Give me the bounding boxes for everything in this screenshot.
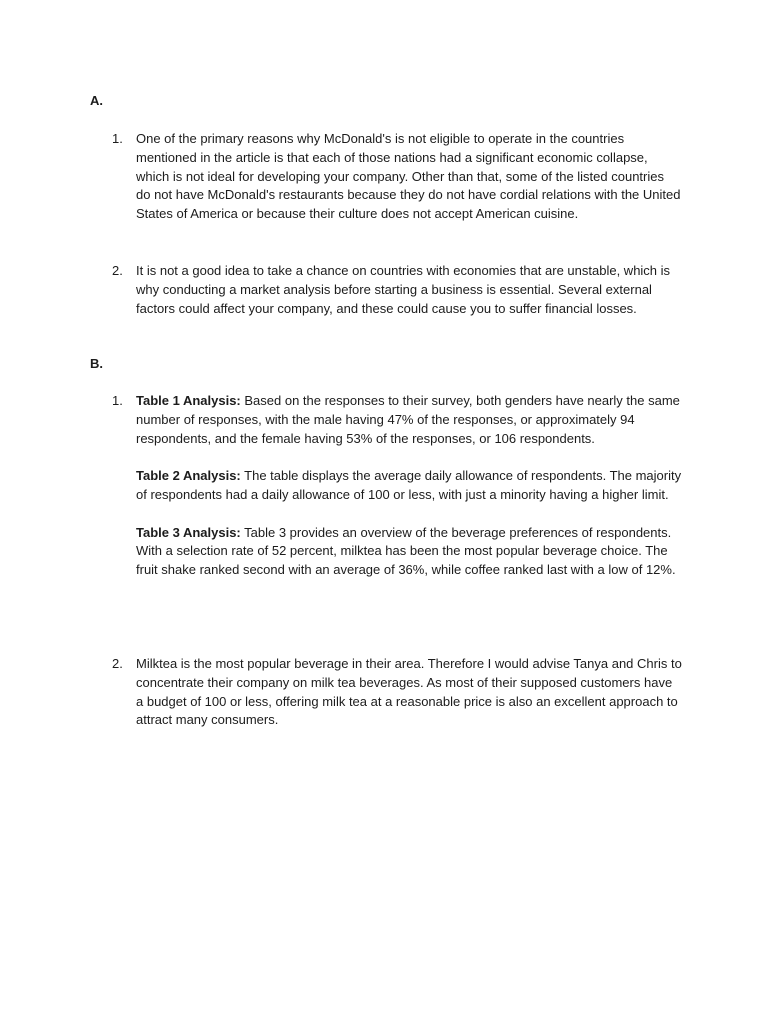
item-number: 1. xyxy=(112,131,123,146)
section-a-item-1 xyxy=(112,130,682,224)
item-number: 2. xyxy=(112,263,123,278)
analysis-text: The table displays the average daily allowance of respondents. The majority of respondents had a daily allowance of 100 or less, with just a minority having a higher limit. xyxy=(136,468,682,502)
section-b-item-2 xyxy=(112,655,682,730)
item-text: One of the primary reasons why McDonald's is not eligible to operate in the countries mentioned in the article is that each of those nations had a significant economic collapse, which is not ideal for developing your company. Other than that, some of the listed countries do not have McDonald's restaurants because they do not have cordial relations with the United States of America or because their culture does not accept American cuisine. xyxy=(136,131,681,222)
item-number: 2. xyxy=(112,656,123,671)
analysis-text: Table 3 provides an overview of the beverage preferences of respondents. With a selection rate of 52 percent, milktea has been the most popular beverage choice. The fruit shake ranked second with an average of 36%, while coffee ranked last with a low of 12%. xyxy=(136,524,676,578)
section-a-item-2 xyxy=(112,262,682,318)
item-text: It is not a good idea to take a chance on countries with economies that are unstable, which is why conducting a market analysis before starting a business is essential. Several external factors could affect your company, and these could cause you to suffer financial losses. xyxy=(136,263,671,316)
analysis-lead: Table 2 Analysis: xyxy=(136,468,241,484)
table-2-analysis xyxy=(136,467,682,505)
section-b-item-1 xyxy=(112,392,682,580)
item-text: Milktea is the most popular beverage in their area. Therefore I would advise Tanya and Chris to concentrate their company on milk tea beverages. As most of their supposed customers have a budget of 100 or less, offering milk tea at a reasonable price is also an excellent approach to attract many consumers. xyxy=(136,656,682,728)
item-number: 1. xyxy=(112,393,123,408)
table-1-analysis xyxy=(136,392,682,448)
analysis-text: Based on the responses to their survey, both genders have nearly the same number of responses, with the male having 47% of the responses, or approximately 94 respondents, and the female having 53% of the responses, or 106 respondents. xyxy=(136,393,680,446)
table-3-analysis xyxy=(136,524,682,580)
section-b-heading: B. xyxy=(90,356,103,371)
section-a-heading: A. xyxy=(90,93,103,108)
analysis-lead: Table 3 Analysis: xyxy=(136,524,241,540)
analysis-lead: Table 1 Analysis: xyxy=(136,393,241,408)
